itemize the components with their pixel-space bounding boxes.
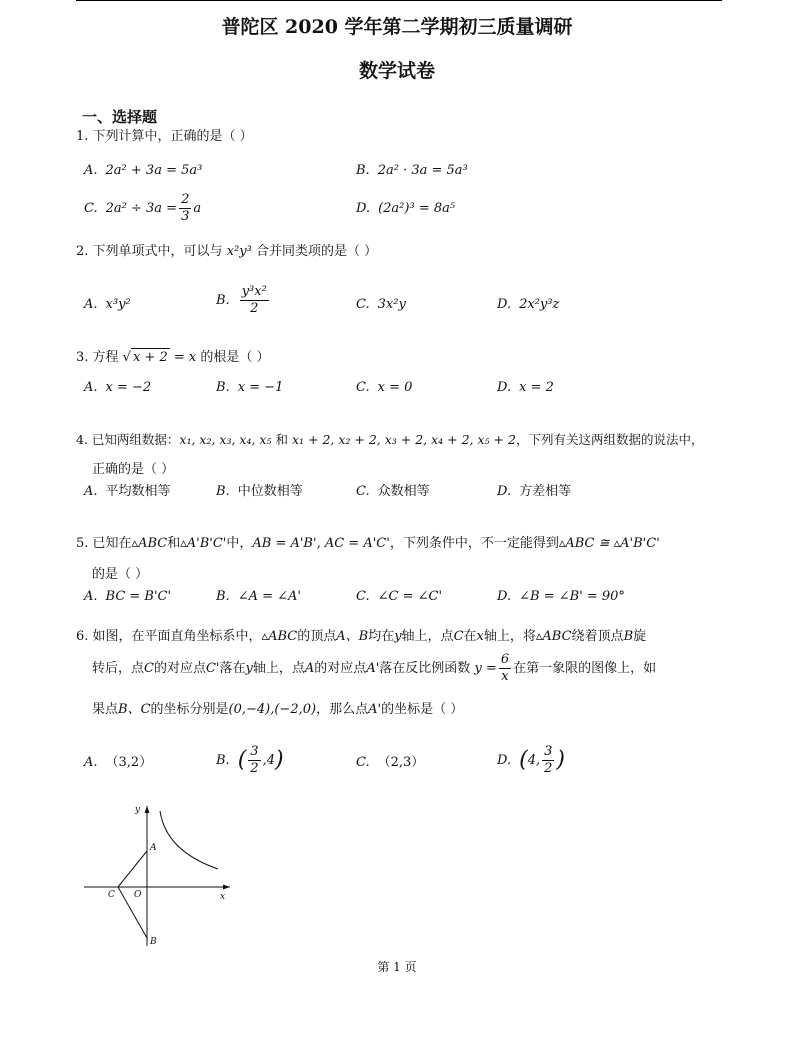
- page-subtitle: 数学试卷: [358, 60, 435, 82]
- q3-option-b[interactable]: B. x = −1: [216, 380, 284, 395]
- q4-option-c[interactable]: C. 众数相等: [356, 484, 430, 499]
- q2-option-c[interactable]: C. 3x²y: [356, 297, 406, 312]
- q6-option-c[interactable]: C. （2,3）: [356, 755, 425, 770]
- label-x: x: [220, 892, 226, 902]
- q5-option-b[interactable]: B. ∠A = ∠A': [216, 589, 301, 604]
- label-y: y: [135, 805, 141, 815]
- q2-option-d[interactable]: D. 2x²y³z: [497, 297, 560, 312]
- question-6-line-3: 果点B、C的坐标分别是(0,−4),(−2,0)，那么点A'的坐标是（ ）: [92, 702, 464, 717]
- q6-option-b[interactable]: B. ( $\frac{3}{2}$ ,4): [216, 744, 284, 776]
- question-6-line-1: 6. 如图，在平面直角坐标系中，▵ABC的顶点A、B均在y轴上，点C在x轴上，将▵ABC绕着顶点B旋: [76, 629, 647, 644]
- q1-option-a[interactable]: A. 2a² + 3a = 5a³: [84, 163, 203, 178]
- q1-option-b[interactable]: B. 2a² · 3a = 5a³: [356, 163, 468, 178]
- label-c: C: [108, 890, 115, 900]
- q4-option-a[interactable]: A. 平均数相等: [84, 484, 171, 499]
- page-title: 普陀区 2020 学年第二学期初三质量调研: [221, 16, 573, 38]
- q6-option-a[interactable]: A. （3,2）: [84, 755, 153, 770]
- q2-option-b[interactable]: B. $\frac{\text{y³x²}}{2}$: [216, 284, 267, 316]
- label-a: A: [150, 843, 157, 853]
- page-number: 第 1 页: [377, 960, 417, 974]
- hyperbola-curve: [160, 811, 218, 869]
- question-6-line-2: 转后，点C的对应点C'落在y轴上，点A的对应点A'落在反比例函数 y = $\frac{6}{x}$ 在第一象限的图像上，如: [92, 652, 657, 684]
- segment-ca: [118, 851, 147, 887]
- q6-option-d[interactable]: D. (4, $\frac{3}{2}$ ): [497, 744, 565, 776]
- question-1-stem: 1. 下列计算中，正确的是（ ）: [76, 129, 253, 144]
- q3-option-a[interactable]: A. x = −2: [84, 380, 152, 395]
- q1-option-d[interactable]: D. (2a²)³ = 8a⁵: [356, 201, 456, 216]
- coordinate-figure: [80, 796, 240, 952]
- q1-option-c[interactable]: C. 2a² ÷ 3a = $\frac{2}{3}$ a: [84, 192, 202, 224]
- x-axis-arrow: [223, 885, 230, 890]
- top-rule: [76, 0, 722, 1]
- q5-option-d[interactable]: D. ∠B = ∠B' = 90°: [497, 589, 625, 604]
- question-5-stem-cont: 的是（ ）: [92, 567, 149, 582]
- q4-option-b[interactable]: B. 中位数相等: [216, 484, 303, 499]
- q5-option-a[interactable]: A. BC = B'C': [84, 589, 172, 604]
- question-4-stem-cont: 正确的是（ ）: [92, 462, 175, 477]
- question-2-stem: 2. 下列单项式中，可以与 x²y³ 合并同类项的是（ ）: [76, 244, 378, 259]
- question-4-stem: 4. 已知两组数据：x₁, x₂, x₃, x₄, x₅ 和 x₁ + 2, x₂ + 2, x₃ + 2, x₄ + 2, x₅ + 2，下列有关这两组数据的说法中，: [76, 432, 704, 447]
- label-b: B: [150, 937, 157, 947]
- question-3-stem: 3. 方程 √ x + 2 = x 的根是（ ）: [76, 350, 270, 365]
- y-axis-arrow: [145, 806, 150, 813]
- q3-option-d[interactable]: D. x = 2: [497, 380, 554, 395]
- label-o: O: [134, 890, 142, 900]
- segment-cb: [118, 887, 147, 938]
- section-heading: 一、选择题: [82, 108, 158, 126]
- question-5-stem: 5. 已知在▵ABC和▵A'B'C'中，AB = A'B', AC = A'C'，下列条件中，不一定能得到▵ABC ≅ ▵A'B'C': [76, 536, 660, 551]
- q4-option-d[interactable]: D. 方差相等: [497, 484, 572, 499]
- q5-option-c[interactable]: C. ∠C = ∠C': [356, 589, 443, 604]
- q3-option-c[interactable]: C. x = 0: [356, 380, 413, 395]
- q2-option-a[interactable]: A. x³y²: [84, 297, 131, 312]
